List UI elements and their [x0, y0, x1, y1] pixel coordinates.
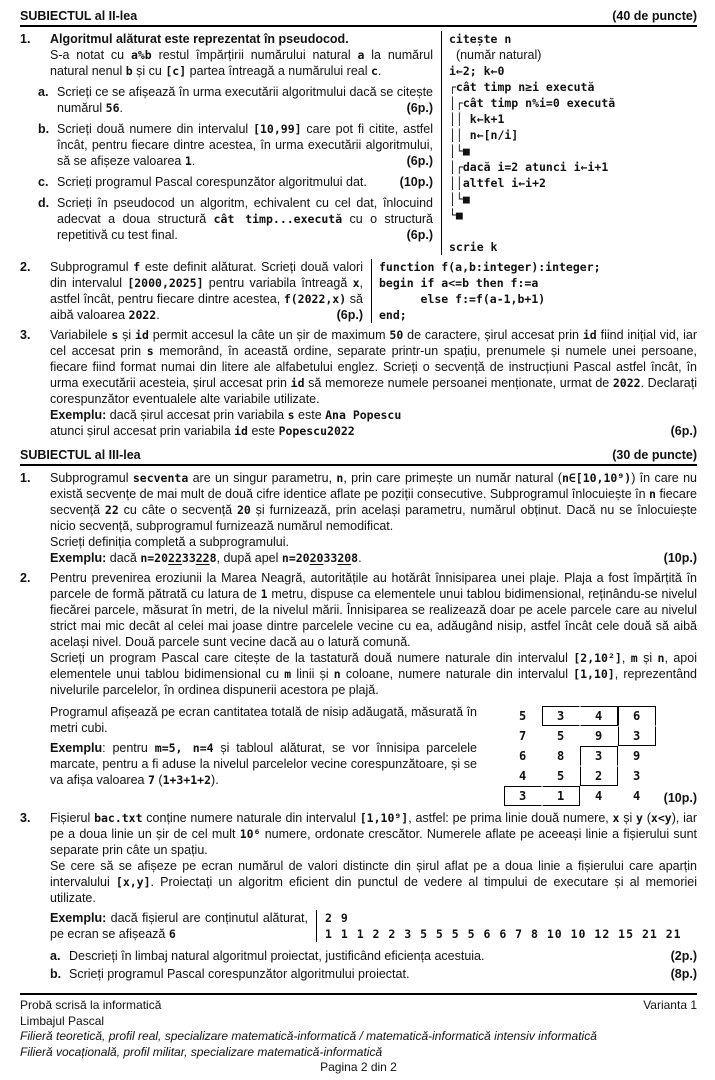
text-segment: id [582, 328, 597, 342]
item-3-2-output-note [50, 704, 477, 736]
item-2-1-text [38, 31, 441, 255]
text-segment: [2,10²] [573, 651, 622, 665]
footer-profile-line2: Filieră vocațională, profil militar, specializare matematică-informatică [20, 1044, 383, 1059]
text-segment: Fișierul [50, 811, 95, 825]
text-segment: [x,y] [115, 875, 151, 889]
item-2-2-body [50, 259, 697, 323]
text-segment: . Proiectați un algoritm eficient din punctul de vedere al timpului de executare și al memoriei utilizate. [50, 875, 697, 905]
text-segment: m=5, n=4 [154, 741, 214, 755]
matrix-row [504, 726, 656, 746]
text-segment: Scrieți un program Pascal care citește de la tastatură două numere naturale din intervalul [50, 651, 574, 665]
item-3-3-paragraph2 [50, 858, 697, 906]
text-segment: Scrieți programul Pascal corespunzător algoritmului dat. [57, 175, 367, 189]
text-segment: și [118, 328, 136, 342]
text-segment: a [357, 48, 365, 62]
text-segment: f [133, 260, 141, 274]
text-segment: 7 [147, 773, 155, 787]
text-segment: și tabloul alăturat, se vor înnisipa parcelele marcate, pentru a fi aduse la nivelul parcelelor vecine corespunzătoare, și se va afișa valoarea [50, 741, 477, 787]
text-segment: 1 [260, 587, 268, 601]
text-segment: și cu [132, 64, 166, 78]
item-3-2-paragraph2 [50, 650, 697, 698]
text-segment: n [333, 667, 341, 681]
code-line: │┌dacă i=2 atunci i←i+1 [449, 160, 609, 174]
item-number: 3. [20, 811, 31, 825]
item-3-1 [20, 470, 697, 566]
text-segment: Subprogramul [50, 260, 134, 274]
text-segment: n=20 [281, 551, 310, 565]
matrix-row [504, 786, 656, 806]
text-segment: id [234, 424, 248, 438]
text-segment: Exemplu: [50, 551, 107, 565]
code-line: 2 9 [325, 911, 349, 925]
text-segment: id [290, 376, 305, 390]
subitem-c [38, 174, 433, 190]
item-3-3-paragraph1 [50, 810, 697, 858]
subitem-d [38, 195, 433, 243]
code-line: i←2; k←0 [449, 64, 505, 78]
item-number: 3. [20, 328, 31, 342]
pseudocode-panel [441, 31, 697, 255]
code-line: ││altfel i←i+2 [449, 176, 546, 190]
text-segment: id [135, 328, 149, 342]
code-line: │┌cât timp n%i=0 execută [449, 96, 616, 110]
text-segment: Scrieți programul Pascal corespunzător algoritmului proiectat. [69, 967, 410, 981]
text-segment: care pot fi citite, astfel încât, pentru fiecare dintre acestea, în urma executării algoritmului, să se afișeze valoarea [57, 122, 433, 168]
points-label: (8p.) [670, 967, 697, 981]
matrix-cell: 6 [519, 749, 527, 763]
text-segment: și [637, 651, 658, 665]
text-segment: Variabilele [50, 328, 112, 342]
text-segment: are un singur parametru, [188, 471, 337, 485]
text-segment: permit accesul la câte un șir de maximum [148, 328, 390, 342]
item-2-3-example-line2 [50, 423, 697, 439]
text-segment: 20 [337, 551, 352, 565]
code-line: end; [379, 308, 407, 322]
code-line: function f(a,b:integer):integer; [379, 260, 601, 274]
parcel-matrix-panel [485, 704, 697, 806]
text-segment: Scrieți în pseudocod un algoritm, echivalent cu cel dat, înlocuind adecvat a doua structură [57, 196, 433, 226]
text-segment: coloane, numere naturale din intervalul [340, 667, 574, 681]
text-segment: dacă fișierul are conținutul alăturat, pe ecran se afișează [50, 911, 308, 941]
text-segment: 22 [104, 503, 119, 517]
text-segment: n [649, 487, 656, 501]
item-number: 2. [20, 260, 31, 274]
text-segment: atunci șirul accesat prin variabila [50, 424, 235, 438]
text-segment: Scrieți definiția completă a subprogramului. [50, 535, 290, 549]
text-segment: de caractere, șirul accesat prin [403, 328, 583, 342]
text-segment: pentru variabila întreagă [203, 276, 353, 290]
code-line: │└■ [449, 192, 470, 206]
text-segment: memorând, în această ordine, separate printr-un spațiu, prenumele și numele unei persoane, fiecare fiind format numai din litere ale alfabetului englez. Scrieți o secvență de instrucțiuni Pascal astfel încât, în urma executării acesteia, șirul accesat prin [50, 344, 697, 390]
text-segment: , prin care primește un număr natural ( [343, 471, 562, 485]
text-segment: 2022 [128, 308, 157, 322]
text-segment: ( [642, 811, 651, 825]
section2-points: (40 de puncte) [612, 9, 697, 23]
text-segment: s [287, 408, 295, 422]
matrix-cell: 9 [595, 729, 603, 743]
points-label: (10p.) [399, 175, 433, 189]
text-segment: . [377, 64, 382, 78]
points-label: (2p.) [670, 949, 697, 963]
code-line: ││ n←[n/i] [449, 128, 519, 142]
code-line: citește n [449, 32, 512, 46]
text-segment: 2022 [612, 376, 641, 390]
text-segment: 6 [168, 927, 176, 941]
text-segment: . [358, 551, 362, 565]
subitem-b-text [57, 121, 433, 169]
matrix-cell: 5 [557, 769, 565, 783]
matrix-cell: 2 [580, 766, 618, 786]
section3-points: (30 de puncte) [612, 448, 697, 462]
text-segment: cât timp...execută [213, 212, 343, 226]
text-segment: Se cere să se afișeze pe ecran numărul de valori distincte din șirul aflat pe a doua linie a fișierului care aparțin intervalului [50, 859, 697, 889]
item-3-1-task-line [50, 534, 697, 550]
text-segment: Pentru prevenirea eroziunii la Marea Neagră, autoritățile au hotărât înnisiparea unei plaje. Plaja a fost împărțită în parcele de formă pătrată cu latura de [50, 571, 697, 601]
text-segment: partea întreagă a numărului real [186, 64, 371, 78]
subitem-3b-text [69, 966, 697, 982]
parcel-matrix-table [504, 706, 656, 806]
item-2-1-body [38, 31, 697, 255]
text-segment: secventa [132, 471, 189, 485]
code-line: scrie k [449, 240, 498, 254]
text-segment: f(2022,x) [283, 292, 347, 306]
matrix-cell: 4 [595, 789, 603, 803]
matrix-cell: 8 [557, 749, 565, 763]
item-2-1 [20, 31, 697, 255]
text-segment: [10,99] [253, 122, 302, 136]
text-segment: ) în care nu există secvențe de mai mult de două cifre identice aflate pe poziții consecutive. Subprogramul înlocuiește în [50, 471, 697, 501]
text-segment: 20 [236, 503, 251, 517]
text-segment: Exemplu [50, 741, 103, 755]
item-number: 1. [20, 471, 31, 485]
text-segment: s [111, 328, 119, 342]
text-segment: b [125, 64, 133, 78]
text-segment: cu o structură repetitivă cu test final. [57, 212, 434, 242]
item-3-1-paragraph [50, 470, 697, 534]
text-segment: [1,10] [573, 667, 615, 681]
matrix-cell: 1 [542, 786, 580, 806]
text-segment: n=20 [140, 551, 169, 565]
text-segment: m [284, 667, 292, 681]
matrix-cell: 5 [557, 729, 565, 743]
item-3-3 [20, 810, 697, 987]
code-line: else f:=f(a-1,b+1) [379, 292, 546, 306]
text-segment: și furnizează, prin același parametru, numărul obținut. Dacă nu se înlocuiește nicio secvență, subprogramul furnizează numărul nemodificat. [50, 503, 697, 533]
matrix-row [504, 706, 656, 726]
text-segment: dacă șirul accesat prin variabila [106, 408, 288, 422]
text-segment: x [612, 811, 620, 825]
text-segment: ( [154, 773, 163, 787]
code-line: │└■ [449, 144, 470, 158]
matrix-row [504, 766, 656, 786]
text-segment: a%b [130, 48, 152, 62]
subitem-letter: c. [38, 175, 49, 189]
text-segment: , după apel [216, 551, 282, 565]
file-content-panel [316, 910, 697, 942]
text-segment: 10⁶ [239, 827, 261, 841]
text-segment: Exemplu: [50, 408, 107, 422]
points-label: (6p.) [406, 228, 433, 242]
text-segment: c [370, 64, 378, 78]
text-segment: n [336, 471, 344, 485]
item-3-1-body [50, 470, 697, 566]
text-segment: s [146, 344, 154, 358]
code-line: begin if a<=b then f:=a [379, 276, 539, 290]
section2-title: SUBIECTUL al II-lea [20, 9, 138, 23]
subitem-d-text [57, 195, 433, 243]
text-segment: la numărul natural nenul [50, 48, 433, 78]
item-2-3 [20, 327, 697, 439]
item-3-2-example-row [50, 704, 697, 806]
code-line: ┌cât timp n≥i execută [449, 80, 595, 94]
footer-profile-line1: Filieră teoretică, profil real, specializare matematică-informatică / matematică-informatică intensiv informatică [20, 1029, 597, 1043]
item-3-2-body [50, 570, 697, 806]
text-segment: Descrieți în limbaj natural algoritmul proiectat, justificând eficiența acestuia. [69, 949, 485, 963]
text-segment: ), iar pe a doua linie un șir de cel mult [50, 811, 697, 841]
text-segment: . Declarați corespunzător eventualele alte variabile utilizate. [50, 376, 698, 406]
text-segment: să aibă valoarea [50, 292, 363, 322]
matrix-cell: 3 [504, 786, 542, 806]
text-segment: 8 [351, 551, 359, 565]
text-segment: , apoi elementele unui tablou bidimensional cu [50, 651, 697, 681]
matrix-cell: 6 [618, 706, 656, 726]
footer-language: Limbajul Pascal [20, 1013, 105, 1028]
footer-exam-name: Probă scrisă la informatică [20, 998, 162, 1012]
text-segment: Ana Popescu [325, 408, 402, 422]
text-segment: și [619, 811, 637, 825]
text-segment: n∈[10,10⁹) [561, 471, 632, 485]
subitem-3a-text [69, 948, 697, 964]
subitem-letter: b. [50, 967, 62, 981]
subitem-3b [50, 966, 697, 982]
item-3-2-example-text [50, 704, 485, 806]
item-2-1-title: Algoritmul alăturat este reprezentat în pseudocod. [50, 32, 349, 46]
subitem-letter: b. [38, 122, 50, 136]
text-segment: S-a notat cu [50, 48, 131, 62]
matrix-cell: 4 [580, 706, 618, 726]
text-segment: 33 [181, 551, 196, 565]
subitem-a-text [57, 84, 433, 116]
text-segment: este [294, 408, 326, 422]
footer-variant: Varianta 1 [643, 998, 697, 1012]
text-segment: 1+3+1+2 [162, 773, 212, 787]
subitem-3a [50, 948, 697, 964]
item-number: 2. [20, 571, 31, 585]
code-line [449, 223, 697, 239]
page-footer [20, 993, 697, 1076]
matrix-cell: 7 [519, 729, 527, 743]
text-segment: 50 [389, 328, 404, 342]
item-2-2 [20, 259, 697, 323]
text-segment: 20 [309, 551, 324, 565]
points-label: (6p.) [336, 308, 363, 322]
matrix-cell: 4 [633, 789, 641, 803]
matrix-cell: 9 [633, 749, 641, 763]
subitem-letter: d. [38, 196, 50, 210]
text-segment: . [191, 154, 196, 168]
text-segment: să memoreze numele persoanei menționate, urmat de [304, 376, 613, 390]
text-segment: Subprogramul [50, 471, 133, 485]
matrix-cell: 3 [633, 769, 641, 783]
text-segment: Scrieți două numere din intervalul [57, 122, 254, 136]
text-segment: y [636, 811, 643, 825]
text-segment: m [630, 651, 638, 665]
item-3-2-example-note [50, 740, 477, 788]
text-segment: bac.txt [94, 811, 143, 825]
item-3-2 [20, 570, 697, 806]
text-segment: , astfel încât, pentru fiecare dintre acestea, [50, 276, 363, 306]
text-segment: este definit alăturat. Scrieți două valori din intervalul [50, 260, 363, 290]
text-segment: 22 [195, 551, 210, 565]
subitem-letter: a. [38, 85, 49, 99]
pascal-code-block [379, 259, 697, 323]
pseudocode-block [449, 31, 697, 255]
section3-header [20, 447, 697, 466]
text-segment: fiecare secvență [50, 487, 697, 517]
text-segment: x [352, 276, 360, 290]
item-2-2-text [50, 259, 371, 323]
text-segment: : pentru [102, 741, 155, 755]
text-segment: Scrieți ce se afișează în urma executării algoritmului dacă se citește numărul [57, 85, 433, 115]
matrix-cell: 5 [519, 709, 527, 723]
text-segment: conține numere naturale din intervalul [142, 811, 360, 825]
text-segment: numere, ordonate crescător. Numerele aflate pe aceeași linie a fișierului sunt separate prin câte un spațiu. [50, 827, 697, 857]
text-segment: cu câte o secvență [118, 503, 237, 517]
text-segment: 22 [168, 551, 182, 565]
item-2-3-example-line1 [50, 407, 697, 423]
subitem-b [38, 121, 433, 169]
pascal-code-panel [371, 259, 697, 323]
item-3-2-paragraph1 [50, 570, 697, 650]
item-2-3-body [50, 327, 697, 439]
points-label: (6p.) [406, 101, 433, 115]
text-segment: dacă [106, 551, 141, 565]
matrix-row [504, 746, 656, 766]
text-segment: 1 [184, 154, 192, 168]
text-segment: 8 [209, 551, 217, 565]
item-3-1-example [50, 550, 697, 566]
text-segment: , [621, 651, 631, 665]
code-line: 1 1 1 2 2 3 5 5 5 5 6 6 7 8 10 10 12 15 21 21 [325, 927, 682, 941]
item-3-3-body [50, 810, 697, 987]
text-segment: . [156, 308, 160, 322]
text-segment: x<y [650, 811, 672, 825]
footer-row1 [20, 998, 697, 1014]
matrix-cell: 3 [618, 726, 656, 746]
code-line: (număr natural) [449, 48, 542, 62]
text-segment: [1,10⁹] [359, 811, 409, 825]
item-3-3-example-note [50, 910, 308, 942]
item-2-2-paragraph [50, 259, 363, 323]
matrix-cell: 3 [580, 746, 618, 766]
item-2-1-intro [50, 47, 433, 79]
item-3-3-example-row [50, 910, 697, 942]
section3-title: SUBIECTUL al III-lea [20, 448, 141, 462]
text-segment: . [119, 101, 123, 115]
matrix-cell: 3 [542, 706, 580, 726]
text-segment: n [657, 651, 665, 665]
text-segment: metru, dispuse ca elementele unui tablou bidimensional, reținându-se nivelul fiecărei parcele, măsurat în metri, de la nivelul mării. Înnisiparea se realizează doar pe acele parcele care au nivelul strict mai mic decât al celei mai joase dintre parcelele vecine cu ea, adăugând nisip, astfel încât cele două să aibă același nivel. Două parcele sunt vecine dacă au o latură comună. [50, 587, 697, 649]
text-segment: fiind inițial vid, iar cel accesat prin [50, 328, 697, 358]
subitem-a [38, 84, 433, 116]
points-label: (6p.) [406, 154, 433, 168]
footer-page-number: Pagina 2 din 2 [320, 1060, 397, 1074]
file-content-block [325, 910, 697, 942]
text-segment: restul împărțirii numărului natural [151, 48, 358, 62]
text-segment: Exemplu: [50, 911, 107, 925]
points-label: (10p.) [663, 791, 697, 805]
text-segment: 33 [323, 551, 338, 565]
item-3-3-example-text [50, 910, 316, 942]
code-line: └■ [449, 208, 463, 222]
text-segment: [c] [165, 64, 187, 78]
text-segment: , reprezentând nivelurile parcelelor, în ordinea dispunerii acestora pe plajă. [50, 667, 698, 697]
points-label: (6p.) [670, 424, 697, 438]
item-2-3-paragraph [50, 327, 697, 407]
text-segment: ). [211, 773, 219, 787]
text-segment: linii și [291, 667, 334, 681]
code-line: ││ k←k+1 [449, 112, 505, 126]
text-segment: este [247, 424, 279, 438]
subitem-c-text [57, 174, 433, 190]
text-segment: Programul afișează pe ecran cantitatea totală de nisip adăugată, măsurată în metri cubi. [50, 705, 477, 735]
text-segment: Popescu2022 [278, 424, 355, 438]
text-segment: 56 [105, 101, 120, 115]
matrix-cell: 4 [519, 769, 527, 783]
points-label: (10p.) [663, 551, 697, 565]
subitem-letter: a. [50, 949, 61, 963]
section2-header [20, 8, 697, 27]
text-segment: , astfel: pe prima linie două numere, [408, 811, 613, 825]
text-segment: [2000,2025] [127, 276, 204, 290]
item-number: 1. [20, 32, 31, 46]
